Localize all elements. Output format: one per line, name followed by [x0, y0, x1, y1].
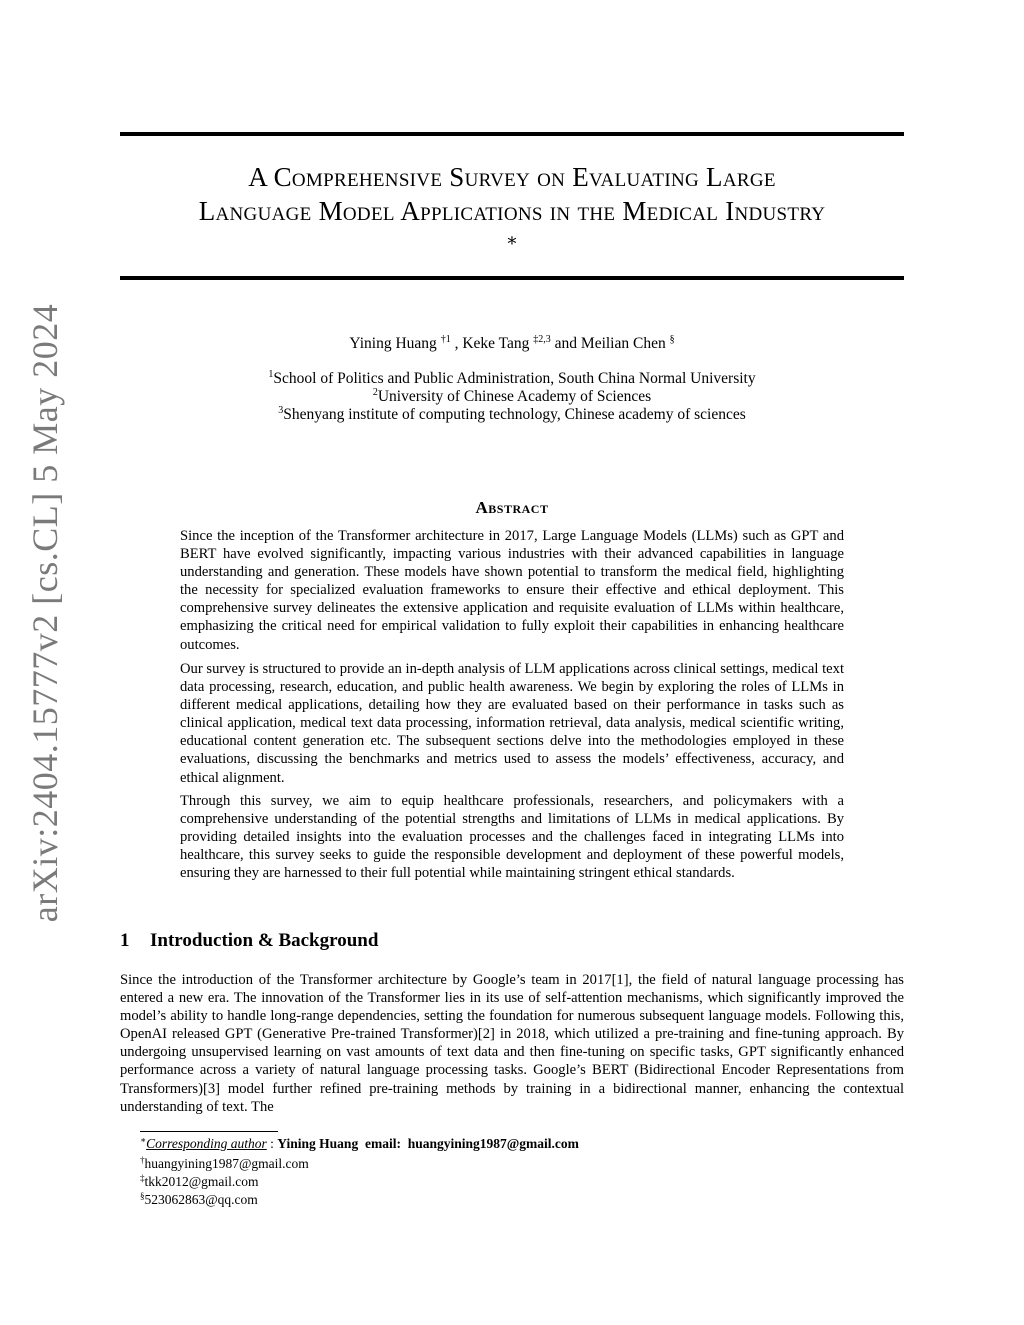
- section-heading: [120, 930, 378, 952]
- footnote-mark: †: [140, 1155, 145, 1165]
- title-segment: urvey on: [464, 162, 566, 192]
- abstract-paragraph: Since the inception of the Transformer architecture in 2017, Large Language Models (LLMs) such as GPT and BERT have evolved significantly, impacting various industries with their advanced capabilities in language understanding and generation. These models have shown potential to transform the medical field, highlighting the necessity for specialized evaluation frameworks to ensure their effective and ethical deployment. This comprehensive survey delineates the extensive application and requisite evaluation of LLMs within healthcare, emphasizing the critical need for empirical validation to fully exploit their capabilities in enhancing healthcare outcomes.: [180, 528, 844, 653]
- corresponding-email: huangyining1987@gmail.com: [407, 1136, 579, 1151]
- title-segment: valuating: [588, 162, 699, 192]
- corresponding-author-name: Yining Huang: [277, 1136, 359, 1151]
- footnote-corresponding: [140, 1136, 579, 1152]
- title-segment: pplications in the: [420, 196, 616, 226]
- paper-title-line-1: [100, 160, 924, 194]
- section-title: Introduction & Background: [150, 930, 379, 951]
- author-mark: §: [669, 334, 675, 345]
- author-separator: ,: [450, 335, 463, 352]
- author-list: [0, 335, 1024, 353]
- footnote-email: huangyining1987@gmail.com: [144, 1156, 309, 1171]
- title-segment: S: [442, 162, 465, 192]
- footnote-mark: §: [140, 1191, 145, 1201]
- footnote-mark: ∗: [140, 1135, 147, 1145]
- affiliation: [0, 370, 1024, 388]
- section-number: 1: [120, 930, 130, 951]
- title-segment: ndustry: [734, 196, 826, 226]
- paper-title-line-2: [100, 194, 924, 228]
- affiliation: [0, 406, 1024, 424]
- affiliation-text: University of Chinese Academy of Sciences: [377, 388, 652, 405]
- author-mark: †1: [440, 334, 451, 345]
- title-segment: M: [615, 196, 647, 226]
- title-segment: A: [394, 196, 421, 226]
- footnote: [140, 1192, 258, 1208]
- title-segment: L: [198, 196, 216, 226]
- author-mark: ‡2,3: [533, 334, 551, 345]
- title-segment: E: [565, 162, 589, 192]
- footnote-email: 523062863@qq.com: [144, 1192, 258, 1207]
- title-bottom-rule: [120, 276, 904, 280]
- author-separator: and: [550, 335, 581, 352]
- affiliation-text: School of Politics and Public Administration, South China Normal University: [273, 370, 756, 387]
- author-name: Yining Huang: [349, 335, 437, 352]
- corresponding-author-label: Corresponding author: [146, 1136, 267, 1151]
- affiliation-text: Shenyang institute of computing technology, Chinese academy of sciences: [283, 406, 746, 423]
- title-segment: M: [311, 196, 343, 226]
- title-segment: odel: [342, 196, 395, 226]
- footnote-rule: [140, 1131, 278, 1132]
- abstract-paragraph: Our survey is structured to provide an in-depth analysis of LLM applications across clinical settings, medical text data processing, research, education, and public health awareness. We begin by exploring the roles of LLMs in different medical applications, detailing how they are evaluated based on their performance in tasks such as clinical application, medical text data processing, information retrieval, data analysis, medical scientific writing, educational content generation etc. The subsequent sections delve into the methodologies employed in these evaluations, discussing the benchmarks and metrics used to assess the models’ effectiveness, accuracy, and ethical alignment.: [180, 661, 844, 786]
- title-segment: anguage: [215, 196, 312, 226]
- arxiv-identifier-stamp: arXiv:2404.15777v2 [cs.CL] 5 May 2024: [25, 303, 65, 923]
- abstract-paragraph: Through this survey, we aim to equip healthcare professionals, researchers, and policymakers with a comprehensive understanding of the potential strengths and limitations of LLMs in medical applications. By providing detailed insights into the evaluation processes and the challenges faced in integrating LLMs into healthcare, this survey seeks to guide the responsible development and deployment of these powerful models, ensuring they are harnessed to their full potential while maintaining stringent ethical standards.: [180, 793, 844, 882]
- author-name: Meilian Chen: [580, 335, 666, 352]
- affiliation-number: 3: [278, 405, 284, 416]
- title-segment: I: [718, 196, 735, 226]
- title-top-rule: [120, 132, 904, 136]
- abstract-heading: Abstract: [475, 498, 549, 517]
- body-paragraph: Since the introduction of the Transformer architecture by Google’s team in 2017[1], the field of natural language processing has entered a new era. The innovation of the Transformer lies in its use of self-attention mechanisms, which significantly improved the model’s ability to handle long-range dependencies, setting the foundation for numerous subsequent language models. Following this, OpenAI released GPT (Generative Pre-trained Transformer)[2] in 2018, which utilized a pre-training and fine-tuning approach. By undergoing unsupervised learning on vast amounts of text data and then fine-tuning on specific tasks, GPT significantly enhanced performance across a variety of natural language processing tasks. Google’s BERT (Bidirectional Encoder Representations from Transformers)[3] model further refined pre-training methods by training in a bidirectional manner, enhancing the contextual understanding of text. The: [120, 972, 904, 1115]
- affiliation: [0, 388, 1024, 406]
- title-segment: omprehensive: [291, 162, 443, 192]
- author-name: Keke Tang: [462, 335, 530, 352]
- footnote-email: tkk2012@gmail.com: [144, 1174, 259, 1189]
- title-footnote-star: ∗: [505, 230, 519, 250]
- footnote-mark: ‡: [140, 1173, 145, 1183]
- footnote-separator: :: [266, 1136, 278, 1151]
- title-segment: L: [699, 162, 723, 192]
- title-segment: edical: [646, 196, 719, 226]
- email-label: email:: [364, 1136, 401, 1151]
- title-segment: A C: [248, 162, 292, 192]
- affiliation-number: 2: [372, 387, 378, 398]
- footnote: [140, 1174, 259, 1190]
- footnote: [140, 1156, 309, 1172]
- title-segment: arge: [722, 162, 776, 192]
- affiliation-number: 1: [268, 369, 274, 380]
